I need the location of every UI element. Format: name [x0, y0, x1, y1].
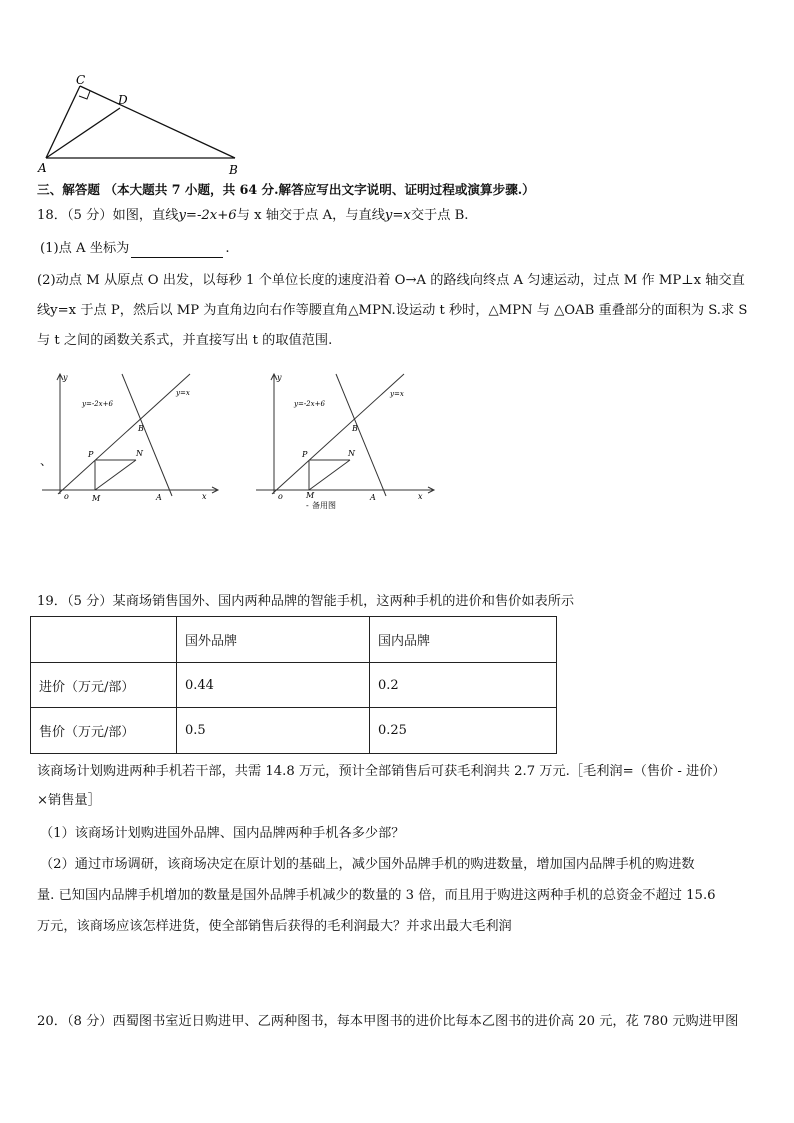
table-cell: 进价（万元/部） — [31, 663, 177, 708]
q18-part2-line2: 线y=x 于点 P，然后以 MP 为直角边向右作等腰直角△MPN.设运动 t 秒时，△MPN 与 △OAB 重叠部分的面积为 S.求 S — [37, 303, 748, 318]
point-o: o — [64, 492, 69, 501]
caption-dash: - — [306, 501, 309, 510]
point-o: o — [278, 492, 283, 501]
q19-part1: （1）该商场计划购进国外品牌、国内品牌两种手机各多少部？ — [40, 826, 405, 841]
point-n: N — [136, 449, 143, 458]
q19-para1-line2: ×销售量］ — [37, 793, 101, 808]
q18-stem: 18．（5 分）如图，直线y=-2x+6与 x 轴交于点 A，与直线y=x交于点 B. — [37, 208, 469, 223]
point-p: P — [302, 450, 308, 459]
q19-part2-line2: 量. 已知国内品牌手机增加的数量是国外品牌手机减少的数量的 3 倍，而且用于购进这两种手机的总资金不超过 15.6 — [37, 888, 716, 903]
q18-graph-main — [38, 368, 228, 503]
y-axis-label: y — [277, 373, 282, 382]
q18-part2-line3: 与 t 之间的函数关系式，并直接写出 t 的取值范围. — [37, 333, 333, 348]
vertex-a: A — [38, 161, 47, 175]
vertex-c: C — [76, 74, 86, 87]
stray-mark: 、 — [40, 454, 53, 468]
line2-label: y=x — [390, 390, 404, 398]
q19-part2-line3: 万元，该商场应该怎样进货，使全部销售后获得的毛利润最大？并求出最大毛利润 — [37, 919, 512, 934]
q18-part2-line1: (2)动点 M 从原点 O 出发，以每秒 1 个单位长度的速度沿着 O→A 的路线向终点 A 匀速运动，过点 M 作 MP⊥x 轴交直 — [37, 273, 745, 288]
point-p: P — [88, 450, 94, 459]
table-cell: 0.2 — [370, 663, 557, 708]
q19-para1-line1: 该商场计划购进两种手机若干部，共需 14.8 万元，预计全部销售后可获毛利润共 2.7 万元.［毛利润=（售价 - 进价） — [37, 764, 726, 779]
point-m: M — [92, 494, 101, 503]
section-title: 三、解答题 （本大题共 7 小题，共 64 分.解答应写出文字说明、证明过程或演算步骤.） — [37, 182, 535, 197]
table-cell: 0.25 — [370, 708, 557, 754]
triangle-figure — [30, 74, 250, 178]
y-axis-label: y — [63, 373, 68, 382]
price-table — [30, 616, 557, 754]
vertex-d: D — [118, 93, 128, 107]
line1-label: y=-2x+6 — [294, 400, 325, 408]
x-axis-label: x — [418, 492, 423, 501]
point-b: B — [352, 424, 358, 433]
point-m: M — [306, 491, 315, 500]
point-n: N — [348, 449, 355, 458]
point-b: B — [138, 424, 144, 433]
point-a: A — [156, 493, 162, 502]
table-header-cell — [31, 617, 177, 663]
x-axis-label: x — [202, 492, 207, 501]
q19-stem: 19．（5 分）某商场销售国外、国内两种品牌的智能手机，这两种手机的进价和售价如表所示 — [37, 594, 575, 609]
table-header-row — [31, 617, 557, 663]
q20-line1: 20．（8 分）西蜀图书室近日购进甲、乙两种图书，每本甲图书的进价比每本乙图书的进价高 20 元，花 780 元购进甲图 — [37, 1014, 739, 1029]
line2-label: y=x — [176, 389, 190, 397]
q18-graph-spare — [252, 368, 442, 513]
table-header-cell: 国外品牌 — [177, 617, 370, 663]
point-a: A — [370, 493, 376, 502]
graph-caption: 备用图 — [312, 501, 336, 510]
table-cell: 售价（万元/部） — [31, 708, 177, 754]
line1-label: y=-2x+6 — [82, 400, 113, 408]
table-header-cell: 国内品牌 — [370, 617, 557, 663]
q19-part2-line1: （2）通过市场调研，该商场决定在原计划的基础上，减少国外品牌手机的购进数量，增加国内品牌手机的购进数 — [40, 857, 695, 872]
answer-blank — [131, 243, 223, 258]
q18-part1: (1)点 A 坐标为 . — [40, 241, 230, 256]
table-cell: 0.5 — [177, 708, 370, 754]
vertex-b: B — [229, 163, 238, 177]
table-row — [31, 663, 557, 708]
table-cell: 0.44 — [177, 663, 370, 708]
table-row — [31, 708, 557, 754]
